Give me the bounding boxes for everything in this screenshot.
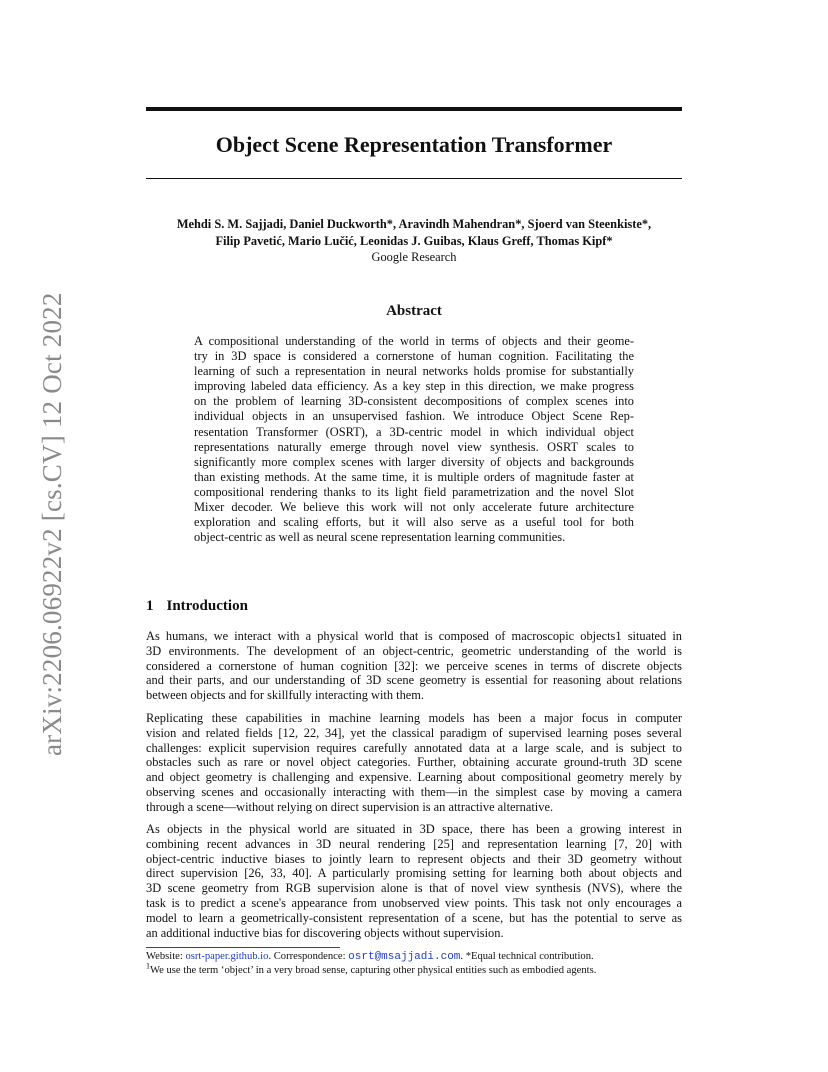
paragraph-line: and their parts, and our understanding of 3D scene geometry is essential for reasoning about relations: [146, 673, 682, 688]
paragraph-line: observing scenes and occasionally interacting with them—in the simplest case by moving a camera: [146, 784, 682, 799]
footnote-website: [146, 950, 682, 964]
paragraph-line: As objects in the physical world are situated in 3D space, there has been a growing interest in: [146, 822, 682, 836]
abstract-line: exploration and scaling efforts, but it will also serve as a useful tool for both: [194, 515, 634, 530]
paper-title: Object Scene Representation Transformer: [215, 132, 613, 157]
footnote-1: [146, 961, 682, 977]
section-title: Introduction: [166, 598, 248, 614]
website-label: Website:: [146, 951, 186, 962]
paragraph-line: obstacles such as rare or novel object categories. Further, obtaining accurate ground-truth 3D scene: [146, 755, 682, 770]
paragraph-line: between objects and for skillfully interacting with them.: [146, 688, 425, 703]
paragraph-line: direct supervision [26, 33, 40]. A particularly promising setting for learning both about objects and: [146, 866, 682, 881]
abstract-body: [194, 334, 634, 545]
arxiv-identifier: arXiv:2206.06922v2 [cs.CV] 12 Oct 2022: [37, 292, 67, 756]
abstract-line: object-centric as well as neural scene representation learning communities.: [194, 530, 566, 545]
paragraph-line: vision and related fields [12, 22, 34], yet the classical paradigm of supervised learning poses several: [146, 725, 682, 740]
abstract-line: learning of such a representation in neural networks holds promise for substantially: [194, 364, 634, 379]
equal-contribution-note: . *Equal technical contribution.: [460, 951, 594, 962]
abstract-line: try in 3D space is considered a cornerstone of human cognition. Facilitating the: [194, 349, 634, 364]
paragraph-line: 3D environments. The development of an object-centric, geometric understanding of the world is: [146, 643, 682, 658]
correspondence-label: . Correspondence:: [268, 951, 349, 962]
abstract-line: improving labeled data efficiency. As a key step in this direction, we make progress: [194, 379, 634, 394]
authors-line-2: Filip Pavetić, Mario Lučić, Leonidas J. Guibas, Klaus Greff, Thomas Kipf*: [215, 234, 613, 248]
paragraph-line: Replicating these capabilities in machine learning models has been a major focus in computer: [146, 711, 682, 725]
abstract-line: individual objects in an unsupervised fashion. We introduce Object Scene Rep-: [194, 409, 634, 424]
section-number: 1: [146, 598, 154, 614]
paragraph-line: considered a cornerstone of human cognition [32]: we perceive scenes in terms of discrete objects: [146, 658, 682, 673]
abstract-line: representations naturally emerge through novel view synthesis. OSRT scales to: [194, 439, 634, 454]
paragraph-line: 3D scene geometry from RGB supervision alone is that of novel view synthesis (NVS), where the: [146, 881, 682, 896]
abstract-heading: Abstract: [386, 303, 442, 319]
paragraph-line: challenges: explicit supervision requires carefully annotated data at a large scale, and is subject to: [146, 740, 682, 755]
paragraph-line: an additional inductive bias for discovering objects without supervision.: [146, 925, 504, 940]
footnote-mark: 1: [146, 961, 150, 971]
abstract-line: on the problem of learning 3D-consistent decompositions of complex scenes into: [194, 394, 634, 409]
paragraph-line: and object geometry is challenging and expensive. Learning about compositional geometry merely by: [146, 770, 682, 785]
footnote-rule: [146, 947, 340, 948]
intro-paragraph-3: [146, 822, 682, 940]
paragraph-line: combining recent advances in 3D neural rendering [25] and representation learning [7, 20] with: [146, 836, 682, 851]
paragraph-line: As humans, we interact with a physical world that is composed of macroscopic objects1 situated in: [146, 629, 682, 643]
abstract-line: resentation Transformer (OSRT), a 3D-centric model in which individual object: [194, 424, 634, 439]
abstract-line: than existing methods. At the same time, it is multiple orders of magnitude faster at: [194, 469, 634, 484]
paragraph-line: object-centric inductive biases to jointly learn to represent objects and their 3D geometry without: [146, 851, 682, 866]
paragraph-line: task is to predict a scene's appearance from unobserved view points. This task not only encourages a: [146, 895, 682, 910]
footnote-1-text: We use the term ‘object’ in a very broad sense, capturing other physical entities such as embodied agents.: [150, 965, 597, 976]
website-link[interactable]: osrt-paper.github.io: [185, 951, 269, 962]
abstract-line: A compositional understanding of the world in terms of objects and their geome-: [194, 334, 634, 348]
authors-line-1: Mehdi S. M. Sajjadi, Daniel Duckworth*, Aravindh Mahendran*, Sjoerd van Steenkiste*,: [176, 217, 652, 231]
title-bottom-rule: [146, 178, 682, 179]
paragraph-line: model to learn a geometrically-consistent representation of a scene, but has the potential to serve as: [146, 910, 682, 925]
intro-paragraph-2: [146, 711, 682, 815]
section-heading: [146, 597, 248, 615]
email-link[interactable]: osrt@msajjadi.com: [348, 951, 461, 963]
affiliation: Google Research: [371, 250, 457, 264]
title-top-rule: [146, 107, 682, 111]
abstract-line: significantly more complex scenes with larger diversity of objects and backgrounds: [194, 454, 634, 469]
paragraph-line: through a scene—without relying on direct supervision is an attractive alternative.: [146, 799, 554, 814]
abstract-line: Mixer decoder. We believe this work will not only accelerate future architecture: [194, 500, 634, 515]
intro-paragraph-1: [146, 629, 682, 703]
abstract-line: compositional rendering thanks to its light field parametrization and the novel Slot: [194, 484, 634, 499]
